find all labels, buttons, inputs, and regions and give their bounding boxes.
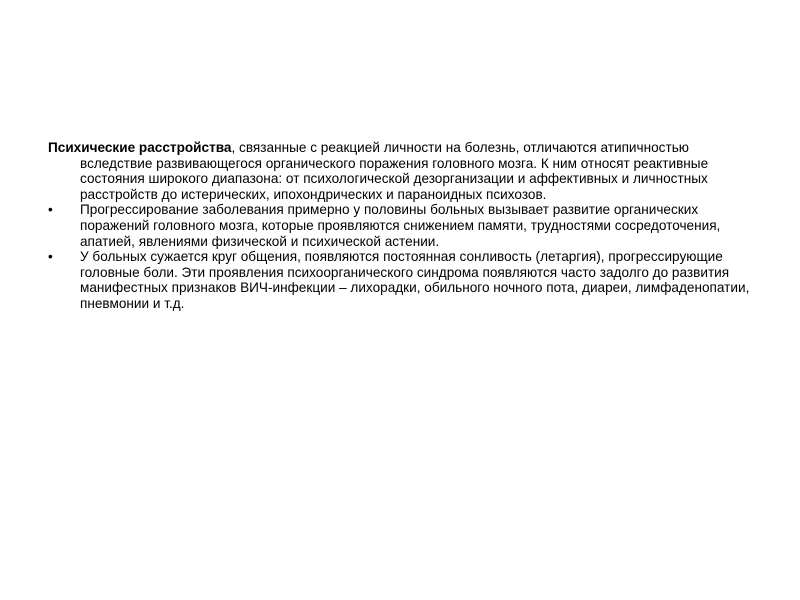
intro-paragraph xyxy=(48,140,760,202)
list-item-text: У больных сужается круг общения, появляются постоянная сонливость (летаргия), прогрессирующие головные боли. Эти проявления психоорганического синдрома появляются часто задолго до развития манифестных признаков ВИЧ-инфекции – лихорадки, обильного ночного пота, диареи, лимфаденопатии, пневмонии и т.д. xyxy=(80,249,750,311)
list-item xyxy=(48,202,760,249)
list-item-text: Прогрессирование заболевания примерно у половины больных вызывает развитие органических поражений головного мозга, которые проявляются снижением памяти, трудностями сосредоточения, апатией, явлениями физической и психической астении. xyxy=(80,202,721,249)
bullet-icon: • xyxy=(48,249,53,265)
bullet-icon: • xyxy=(48,202,53,218)
slide-content xyxy=(48,140,760,312)
intro-text: , связанные с реакцией личности на болезнь, отличаются атипичностью вследствие развивающегося органического поражения головного мозга. К ним относят реактивные состояния широкого диапазона: от психологической дезорганизации и аффективных и личностных расстройств до истерических, ипохондрических и параноидных психозов. xyxy=(80,140,709,202)
intro-lead: Психические расстройства xyxy=(48,140,232,155)
list-item xyxy=(48,249,760,311)
